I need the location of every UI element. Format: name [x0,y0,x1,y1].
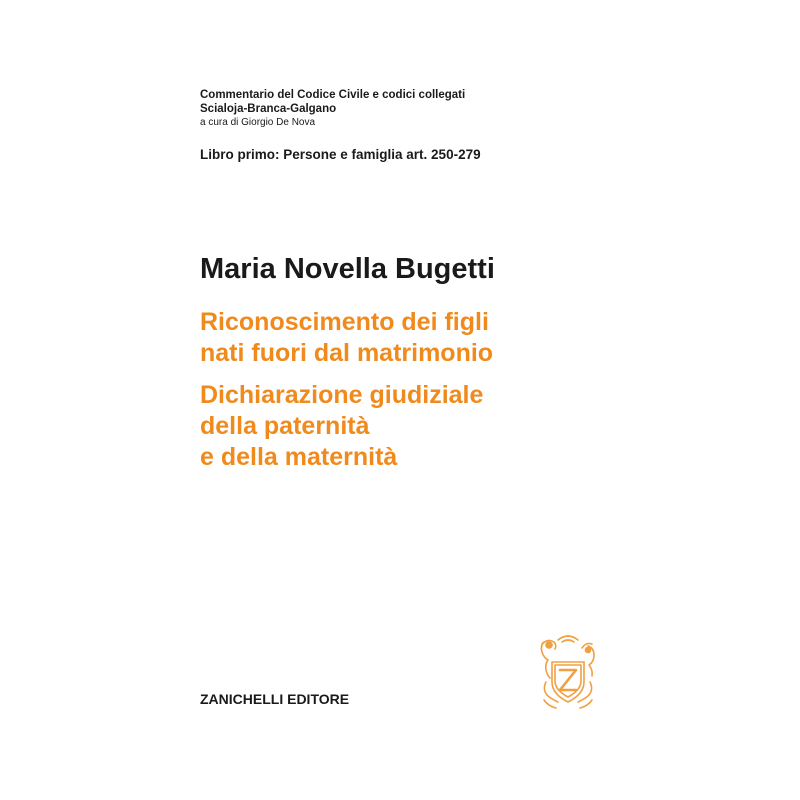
series-title: Commentario del Codice Civile e codici collegati [200,89,466,101]
author-name: Maria Novella Bugetti [200,253,495,285]
zanichelli-emblem-icon [532,632,604,712]
title-part-2 [200,380,493,473]
title-line: della paternità [200,412,370,440]
title-line: e della maternità [200,443,398,471]
volume-title: Libro primo: Persone e famiglia art. 250-279 [200,147,481,162]
title-line: Dichiarazione giudiziale [200,381,484,409]
title-part-1 [200,307,493,369]
title-line: Riconoscimento dei figli [200,308,489,336]
series-info [200,88,620,130]
series-editor: a cura di Giorgio De Nova [200,117,316,128]
publisher-name: ZANICHELLI EDITORE [200,691,350,707]
title-line: nati fuori dal matrimonio [200,339,494,367]
book-title [200,307,493,473]
series-authors: Scialoja-Branca-Galgano [200,103,337,115]
